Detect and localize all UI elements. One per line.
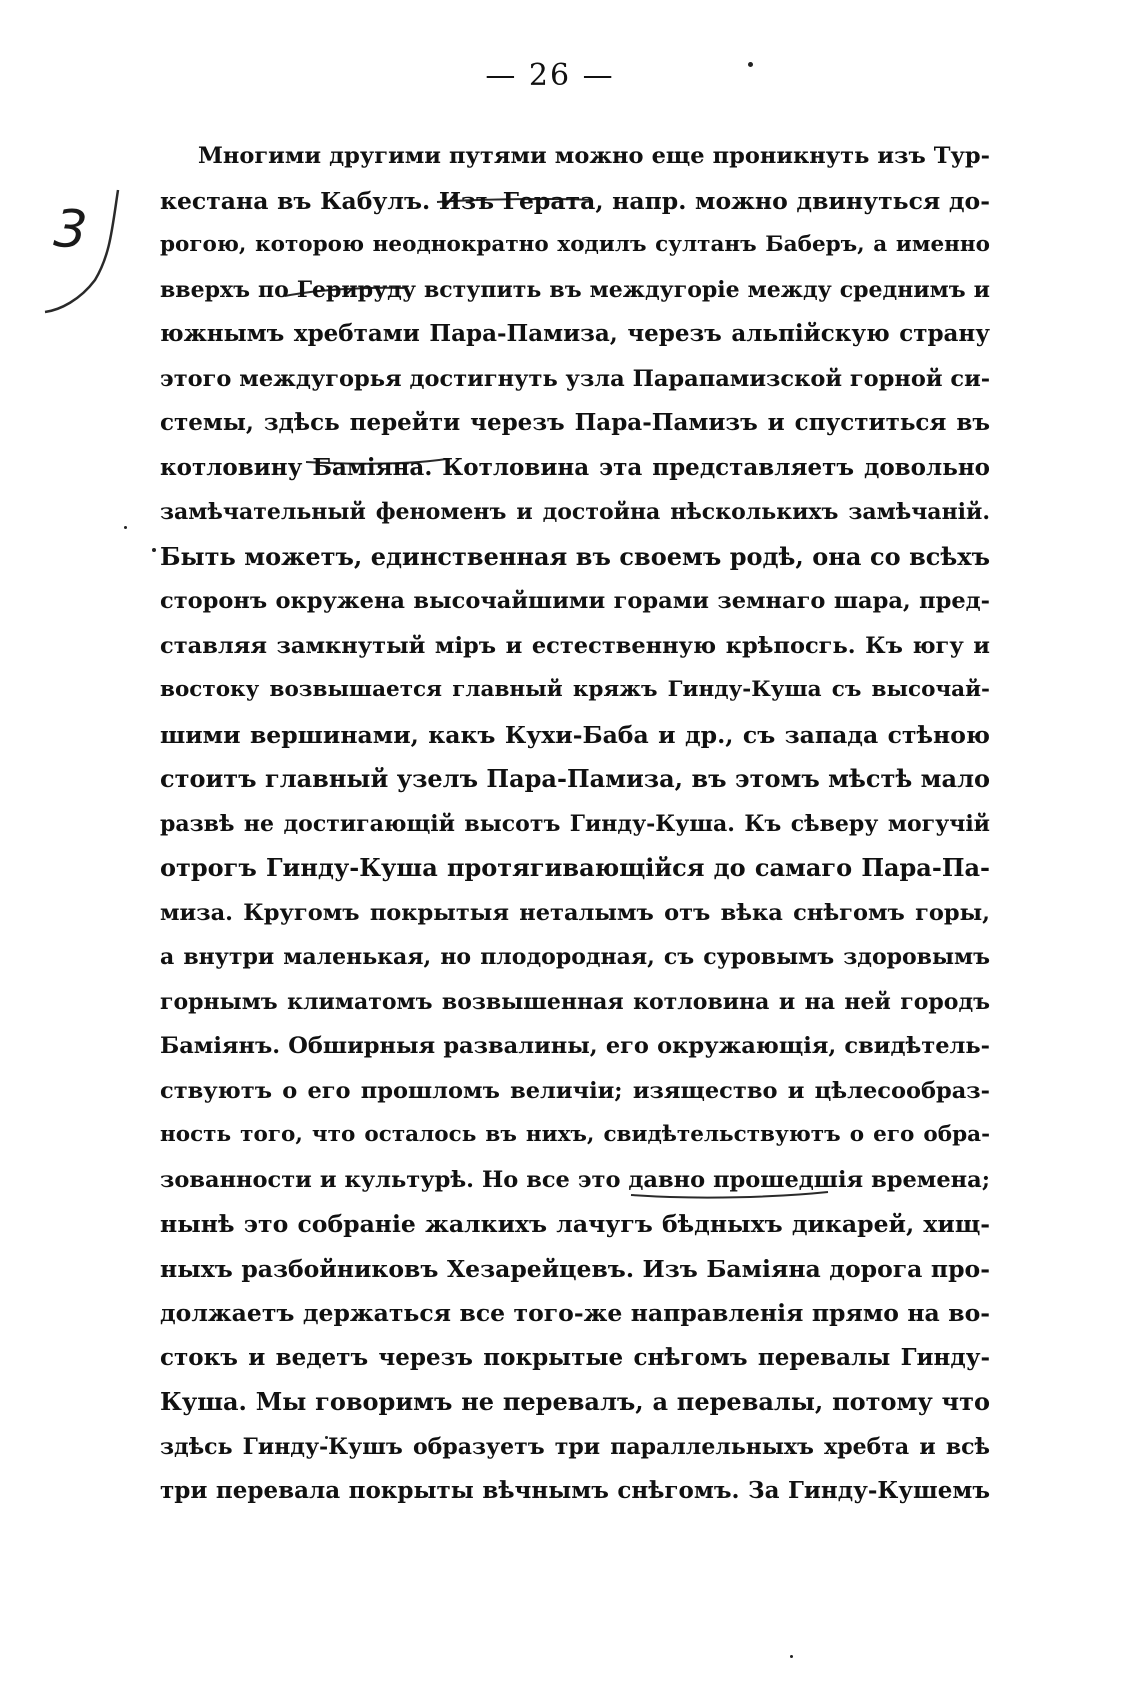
text-line: нынѣ это собраніе жалкихъ лачугъ бѣдныхъ дикарей, хищ- — [160, 1210, 990, 1238]
text-line: ствуютъ о его прошломъ величіи; изящество и цѣлесообраз- — [160, 1077, 990, 1104]
text-line: отрогъ Гинду-Куша протягивающійся до самаго Пара-Па- — [160, 853, 990, 882]
ink-speck — [748, 62, 753, 67]
body-text — [160, 134, 990, 1514]
text-line: здѣсь Гинду-Кушъ образуетъ три параллельныхъ хребта и всѣ — [160, 1433, 990, 1460]
text-line: вверхъ по Герируду вступить въ междугоріе между среднимъ и — [160, 276, 990, 303]
text-line: этого междугорья достигнуть узла Парапамизской горной си- — [160, 365, 990, 392]
text-line: Быть можетъ, единственная въ своемъ родѣ, она со всѣхъ — [160, 541, 990, 571]
text-line: шими вершинами, какъ Кухи-Баба и др., съ запада стѣною — [160, 720, 990, 749]
text-line: три перевала покрыты вѣчнымъ снѣгомъ. За Гинду-Кушемъ — [160, 1477, 990, 1504]
text-line: ность того, что осталось въ нихъ, свидѣтельствуютъ о его обра- — [160, 1122, 990, 1147]
text-line: рогою, которою неоднократно ходилъ султанъ Баберъ, а именно — [160, 232, 990, 257]
text-line: замѣчательный феноменъ и достойна нѣсколькихъ замѣчаній. — [160, 499, 990, 525]
text-line: стокъ и ведетъ черезъ покрытые снѣгомъ перевалы Гинду- — [160, 1343, 990, 1371]
text-line: Многими другими путями можно еще проникнуть изъ Тур- — [198, 143, 990, 169]
ink-speck — [152, 548, 156, 552]
text-line: южнымъ хребтами Пара-Памиза, черезъ альпійскую страну — [160, 320, 990, 347]
text-line: стоитъ главный узелъ Пара-Памиза, въ этомъ мѣстѣ мало — [160, 764, 990, 793]
text-line: кестана въ Кабулъ. Изъ Герата, напр. можно двинуться до- — [160, 186, 990, 215]
text-line: миза. Кругомъ покрытыя неталымъ отъ вѣка снѣгомъ горы, — [160, 899, 990, 926]
text-line: должаетъ держаться все того-же направленія прямо на во- — [160, 1299, 990, 1327]
text-line: ставляя замкнутый міръ и естественную крѣпосгь. Къ югу и — [160, 632, 990, 659]
text-line: стемы, здѣсь перейти черезъ Пара-Памизъ и спуститься въ — [160, 409, 990, 436]
text-line: востоку возвышается главный кряжъ Гинду-Куша съ высочай- — [160, 677, 990, 702]
text-line: развѣ не достигающій высотъ Гинду-Куша. Къ сѣверу могучій — [160, 810, 990, 837]
text-line: сторонъ окружена высочайшими горами земнаго шара, пред- — [160, 588, 990, 614]
ink-speck — [124, 526, 127, 529]
text-line: Куша. Мы говоримъ не перевалъ, а перевалы, потому что — [160, 1387, 990, 1416]
text-line: Бамiянъ. Обширныя развалины, его окружающія, свидѣтель- — [160, 1033, 990, 1059]
text-line: ныхъ разбойниковъ Хезарейцевъ. Изъ Бамiяна дорога про- — [160, 1254, 990, 1283]
margin-handwritten-number: 3 — [51, 198, 90, 262]
page-number: — 26 — — [485, 58, 615, 93]
text-line: горнымъ климатомъ возвышенная котловина и на ней городъ — [160, 988, 990, 1015]
ink-speck — [790, 1655, 793, 1658]
text-line: а внутри маленькая, но плодородная, съ суровымъ здоровымъ — [160, 944, 990, 970]
text-line: котловину Бамiяна. Котловина эта представляетъ довольно — [160, 453, 990, 481]
text-line: зованности и культурѣ. Но все это давно прошедшія времена; — [160, 1166, 990, 1193]
